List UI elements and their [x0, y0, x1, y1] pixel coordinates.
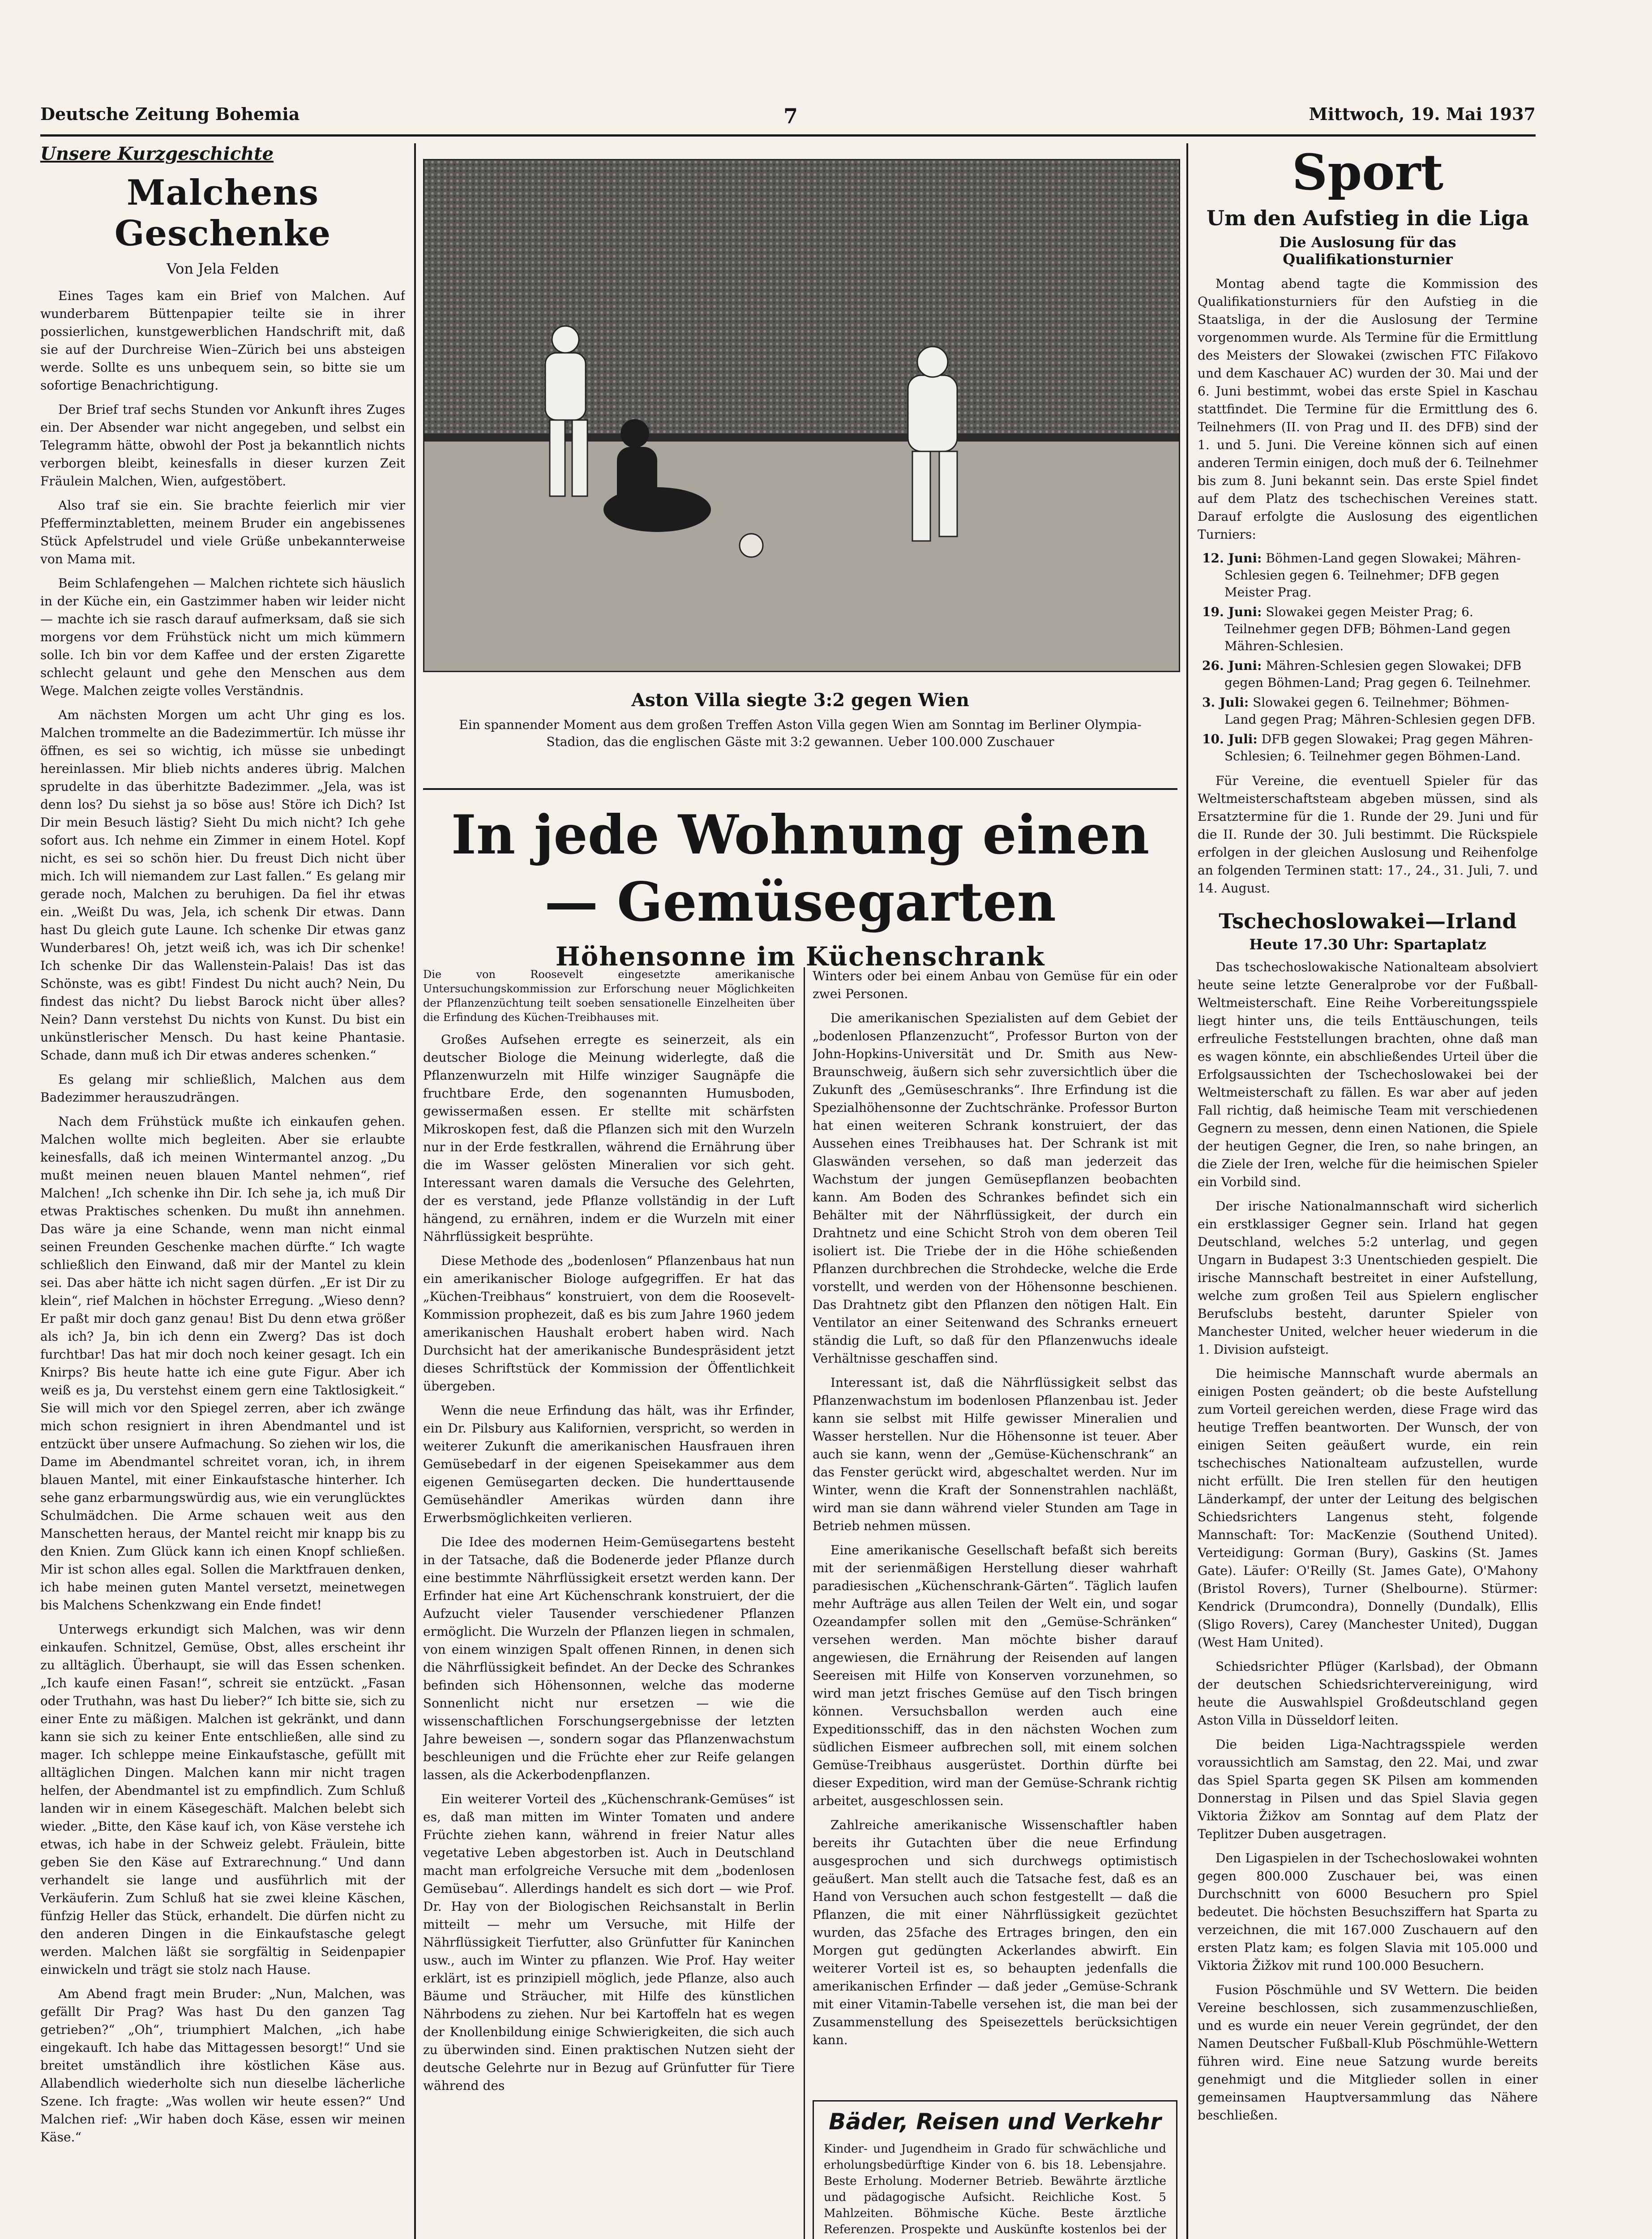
sport-paragraph: Die beiden Liga-Nachtragsspiele werden voraussichtlich am Samstag, den 22. Mai, und zwar das Spiel Sparta gegen SK Pilsen am kommenden Donnerstag in Pilsen und das Spiel Slavia gegen Viktoria Žižkov am Sonntag auf dem Platz der Teplitzer Duben ausgetragen. — [1198, 1737, 1538, 1841]
fixture-text: Slowakei gegen 6. Teilnehmer; Böhmen-Land gegen Prag; Mähren-Schlesien gegen DFB. — [1224, 695, 1536, 727]
story-paragraph: Unterwegs erkundigt sich Malchen, was wir denn einkaufen. Schnitzel, Gemüse, Obst, alles erscheint ihr zu alltäglich. Überhaupt, sie will das Essen schenken. „Ich kaufe einen Fasan!“, schreit sie entzückt. „Fasan oder Truthahn, was hast Du lieber?“ Ich bitte sie, sich zu einer Ente zu mäßigen. Malchen ist gekränkt, und dann kann sie sich zu keiner Ente entschließen, alle sind zu mager. Ich schleppe meine Einkaufstasche, gefüllt mit alltäglichen Dingen. Malchen kann mir nicht tragen helfen, der Abendmantel ist zu empfindlich. Zum Schluß landen wir in einem Käsegeschäft. Malchen belebt sich wieder. „Bitte, den Käse kauf ich, von Käse verstehe ich etwas, ich habe in der Schweiz gelebt. Fräulein, bitte geben Sie den Käse auf Extrarechnung.“ Und dann verhandelt sie lange und ausführlich mit der Verkäuferin. Zum Schluß hat sie zwei kleine Käschen, fünfzig Heller das Stück, erhandelt. Die dürfen nicht zu den anderen Dingen in die Einkaufstasche gelegt werden. Malchen läßt sie sorgfältig in Seidenpapier einwickeln und trägt sie stolz nach Hause. — [40, 1622, 405, 1977]
story-paragraph: Am Abend fragt mein Bruder: „Nun, Malchen, was gefällt Dir Prag? Was hast Du den ganzen Tag getrieben?“ „Oh“, triumphiert Malchen, „ich habe eingekauft. Ich habe das Mittagessen besorgt!“ Und sie breitet umständlich ihre köstlichen Käse aus. Allabendlich wiederholte sich nun dieselbe lächerliche Szene. Ich fragte: „Was wollen wir heute essen?“ Und Malchen rief: „Wir haben doch Käse, essen wir meinen Käse.“ — [40, 1986, 405, 2145]
story-paragraph: Nach dem Frühstück mußte ich einkaufen gehen. Malchen wollte mich begleiten. Aber sie erlaubte keinesfalls, daß ich meinen Wintermantel anzog. „Du mußt meinen neuen blauen Mantel nehmen“, rief Malchen! „Ich schenke ihn Dir. Ich sehe ja, ich muß Dir etwas Praktisches schenken. Du mußt ihn annehmen. Das wäre ja eine Schande, wenn man nicht einmal seinen Freunden Geschenke machen dürfte.“ Ich wagte schließlich den Einwand, daß mir der Mantel zu klein sei. Das aber hätte ich nicht sagen dürfen. „Er ist Dir zu klein“, rief Malchen in höchster Erregung. „Wieso denn? Er paßt mir doch ganz genau! Bist Du denn etwa größer als ich? Ja, bin ich denn ein Zwerg? Das ist doch furchtbar! Das hat mir doch noch keiner gesagt. Ich ein Knirps? Bis heute hatte ich eine gute Figur. Aber ich weiß es ja, Du verstehst einem gern eine Taktlosigkeit.“ Sie will mich vor den Spiegel zerren, aber ich zwänge mich schon resigniert in ihren Abendmantel und ist entzückt über unsere Aufmachung. So ziehen wir los, die Dame im Abendmantel schreitet voran, ich, in ihrem blauen Mantel, mit einer Einkaufstasche hinterher. Ich sehe ganz erbarmungswürdig aus, wie ein verunglücktes Schulmädchen. Die Arme schauen weit aus den Manschetten heraus, der Mantel reicht mir knapp bis zu den Knien. Zum Glück kann ich einen Knopf schließen. Mir ist schon alles egal. Sollen die Marktfrauen denken, ich habe meinen guten Mantel versetzt, meinetwegen bis Malchens Schenkzwang ein Ende findet! — [40, 1114, 405, 1613]
sport-subhead: Die Auslosung für das Qualifikationsturnier — [1279, 234, 1456, 268]
fixture-text: DFB gegen Slowakei; Prag gegen Mähren-Schlesien; 6. Teilnehmer gegen Böhmen-Land. — [1224, 732, 1533, 763]
fixture-date: 26. Juni: — [1202, 658, 1262, 673]
issue-date: Mittwoch, 19. Mai 1937 — [1309, 104, 1536, 124]
story-paragraph: Am nächsten Morgen um acht Uhr ging es los. Malchen trommelte an die Badezimmertür. Ich müsse ihr öffnen, es sei so wichtig, ich müsse sie unbedingt hereinlassen. Mir blieb nichts anderes übrig. Malchen sprudelte in das überhitzte Badezimmer. „Jela, was ist denn los? Du siehst ja so böse aus! Störe ich Dich? Ist Dir mein Besuch lästig? Sieht Du mich nicht? Ich gehe sofort aus. Ich nehme ein Zimmer in einem Hotel. Kopf nicht, es sei so schön hier. Du freust Dich nicht über mich. Ich will niemandem zur Last fallen.“ Es gelang mir gerade noch, Malchen zu beruhigen. Da fiel ihr etwas ein. „Weißt Du was, Jela, ich schenk Dir etwas. Dann hast Du gleich gute Laune. Ich schenke Dir etwas ganz Wunderbares! Oh, jetzt weiß ich, was ich Dir schenke! Ich schenke Dir das Wallenstein-Palais! Das ist das Schönste, was es gibt! Findest Du nicht auch? Nein, Du findest das nicht? Du liebst Barock nicht über alles? Nein? Dann verstehst Du nichts von Kunst. Du bist ein unkünstlerischer Mensch. Du hast keine Phantasie. Schade, dann muß ich Dir etwas anderes schenken.“ — [40, 708, 405, 1063]
story-paragraph: Eines Tages kam ein Brief von Malchen. Auf wunderbarem Büttenpapier teilte sie in ihrer possierlichen, kunstgewerblichen Handschrift mit, daß sie auf der Durchreise Wien–Zürich bei uns absteigen werde. Sollte es uns unbequem sein, so bitte sie um sofortige Benachrichtigung. — [40, 288, 405, 393]
feature-subhead: Höhensonne im Küchenschrank — [555, 941, 1045, 972]
stadium-scene-image — [424, 160, 1179, 671]
fixture-list — [1198, 550, 1538, 765]
feature-headline: In jede Wohnung einen — Gemüsegarten — [451, 803, 1150, 934]
story-paragraph: Es gelang mir schließlich, Malchen aus dem Badezimmer herauszudrängen. — [40, 1072, 405, 1105]
sport-paragraph: Schiedsrichter Pflüger (Karlsbad), der Obmann der deutschen Schiedsrichtervereinigung, wird heute die Auswahlspiel Großdeutschland gegen Aston Villa in Düsseldorf leiten. — [1198, 1659, 1538, 1728]
feature-paragraph: Diese Methode des „bodenlosen“ Pflanzenbaus hat nun ein amerikanischer Biologe aufgegriffen. Er hat das „Küchen-Treibhaus“ konstruiert, von dem die Roosevelt-Kommission prophezeit, daß es bis zum Jahre 1960 jedem amerikanischen Haushalt erobert haben wird. Nach Durchsicht hat der amerikanische Bundespräsident jetzt dieses Schriftstück der Kommission der Öffentlichkeit übergeben. — [423, 1253, 795, 1394]
feature-paragraph: Winters oder bei einem Anbau von Gemüse für ein oder zwei Personen. — [813, 969, 1177, 1001]
story-title: Malchens Geschenke — [114, 172, 331, 254]
fixture-item — [1198, 604, 1538, 655]
sport-paragraph: Fusion Pöschmühle und SV Wettern. Die beiden Vereine beschlossen, sich zusammenzuschließen, und es wurde ein neuer Verein gegründet, der den Namen Deutscher Fußball-Klub Pöschmühle-Wettern führen wird. Eine neue Satzung wurde bereits genehmigt und die Mitglieder sollen in einer gemeinsamen Hauptversammlung das Nähere beschließen. — [1198, 1982, 1538, 2123]
sport-paragraph: Der irische Nationalmannschaft wird sicherlich ein erstklassiger Gegner sein. Irland hat gegen Deutschland, welches 5:2 unterlag, und gegen Ungarn in Budapest 3:3 Unentschieden gespielt. Die irische Mannschaft bestreitet in einer Aufstellung, welche zum großen Teil aus Spielern englischer Berufsclubs besteht, darunter Spieler von Manchester United, welcher heuer wiederum in die 1. Division aufsteigt. — [1198, 1199, 1538, 1357]
photo-rule — [423, 788, 1177, 790]
sport-paragraph: Die heimische Mannschaft wurde abermals an einigen Posten geändert; ob die beste Aufstellung zum Vorteil gereichen werden, diese Frage wird das heutige Treffen beantworten. Der Wunsch, der von einigen Seiten geäußert wurde, ein rein tschechisches Nationalteam aufzustellen, wurde nicht erfüllt. Die Iren stellen für den heutigen Länderkampf, der unter der Leitung des belgischen Schiedsrichters Langenus steht, folgende Mannschaft: Tor: MacKenzie (Southend United). Verteidigung: Gorman (Bury), Gaskins (St. James Gate). Läufer: O'Reilly (St. James Gate), O'Mahony (Bristol Rovers), Turner (Shelbourne). Stürmer: Kendrick (Drumcondra), Donnelly (Dundalk), Ellis (Sligo Rovers), Carey (Manchester United), Duggan (West Ham United). — [1198, 1366, 1538, 1650]
fixture-item — [1198, 731, 1538, 765]
photo-caption-text: Ein spannender Moment aus dem großen Treffen Aston Villa gegen Wien am Sonntag im Berliner Olympia-Stadion, das die englischen Gäste mit 3:2 gewannen. Ueber 100.000 Zuschauer — [459, 717, 1142, 749]
feature-intro: Die von Roosevelt eingesetzte amerikanische Untersuchungskommission zur Erforschung neuer Möglichkeiten der Pflanzenzüchtung teilt soeben sensationelle Einzelheiten über die Erfindung des Küchen-Treibhauses mit. — [423, 968, 795, 1024]
sport-paragraph: Für Vereine, die eventuell Spieler für das Weltmeisterschaftsteam abgeben müssen, sind als Ersatztermine für die 1. Runde der 29. Juni und für die II. Runde der 30. Juli bestimmt. Die Rückspiele erfolgen in der gleichen Auslosung und Reihenfolge an folgenden Terminen statt: 17., 24., 31. Juli, 7. und 14. August. — [1198, 773, 1538, 896]
story-paragraph: Also traf sie ein. Sie brachte feierlich mir vier Pfefferminztabletten, meinem Bruder ein angebissenes Stück Apfelstrudel und viele Grüße unbekannterweise von Mama mit. — [40, 498, 405, 566]
feature-paragraph: Zahlreiche amerikanische Wissenschaftler haben bereits ihr Gutachten über die neue Erfindung ausgesprochen und sich durchwegs optimistisch geäußert. Man stellt auch die Tatsache fest, daß es an Hand von Versuchen auch schon festgestellt — daß die Pflanzen, die mit einer Nährflüssigkeit gezüchtet wurden, das 25fache des Ertrages bringen, den ein Morgen gut gedüngten Ackerlandes abwirft. Ein weiterer Vorteil ist es, so behaupten jedenfalls die amerikanischen Erfinder — daß jeder „Gemüse-Schrank mit einer Vitamin-Tabelle versehen ist, die man bei der Zusammenstellung des Speisezettels berücksichtigen kann. — [813, 1818, 1177, 2047]
football-match-photo — [423, 159, 1180, 672]
sport-section-title: Tschechoslowakei—Irland — [1219, 909, 1517, 933]
sport-title: Sport — [1292, 143, 1444, 201]
story-kicker: Unsere Kurzgeschichte — [40, 143, 274, 164]
sport-paragraph: Den Ligaspielen in der Tschechoslowakei wohnten gegen 800.000 Zuschauer bei, was einen Durchschnitt von 6000 Besuchern pro Spiel bedeutet. Die höchsten Besuchsziffern hat Sparta zu verzeichnen, die mit 167.000 Zuschauern auf den ersten Platz kam; es folgen Slavia mit 105.000 und Viktoria Žižkov mit rund 100.000 Besuchern. — [1198, 1851, 1538, 1973]
story-paragraph: Der Brief traf sechs Stunden vor Ankunft ihres Zuges ein. Der Absender war nicht angegeben, und selbst ein Telegramm hätte, obwohl der Post ja bekanntlich nichts verborgen bleibt, keinesfalls in dieser kurzen Zeit Fräulein Malchen, Wien, aufgestöbert. — [40, 402, 405, 489]
fixture-item — [1198, 694, 1538, 728]
story-byline: Von Jela Felden — [166, 260, 279, 277]
feature-paragraph: Die amerikanischen Spezialisten auf dem Gebiet der „bodenlosen Pflanzenzucht“, Professor Burton von der John-Hopkins-Universität und Dr. Smith aus New-Braunschweig, äußern sich sehr zuversichtlich über die Zukunft des „Gemüseschranks“. Ihre Erfindung ist die Spezialhöhensonne der Zuchtschränke. Professor Burton hat einen weiteren Schrank konstruiert, der das Aussehen eines Treibhauses hat. Der Schrank ist mit Glaswänden versehen, so daß man jederzeit das Wachstum der jungen Gemüsepflanzen beobachten kann. Am Boden des Schrankes befindet sich ein Behälter mit der Nährflüssigkeit, der durch ein Drahtnetz und eine Schicht Stroh von dem oberen Teil isoliert ist. Die Triebe der in die Höhe schießenden Pflanzen durchbrechen die Strohdecke, welche die Erde vorstellt, und werden von der Höhensonne beschienen. Das Drahtnetz gibt den Pflanzen den nötigen Halt. Ein Ventilator an einer Seitenwand des Schranks erneuert ständig die Luft, so daß für den Pflanzenwuchs ideale Verhältnisse geschaffen sind. — [813, 1011, 1177, 1366]
column-divider-right — [1186, 143, 1188, 2239]
fixture-text: Mähren-Schlesien gegen Slowakei; DFB gegen Böhmen-Land; Prag gegen 6. Teilnehmer. — [1224, 658, 1531, 690]
feature-headline-block — [423, 802, 1177, 972]
column-divider-feature — [804, 967, 805, 2239]
fixture-date: 12. Juni: — [1202, 551, 1262, 566]
feature-paragraph: Eine amerikanische Gesellschaft befaßt sich bereits mit der serienmäßigen Herstellung dieser wahrhaft paradiesischen „Küchenschrank-Gärten“. Täglich laufen mehr Aufträge aus allen Teilen der Welt ein, und sogar Ozeandampfer sollen mit den „Gemüse-Schränken“ versehen werden. Man möchte bisher darauf angewiesen, die Ernährung der Reisenden auf langen Seereisen mit Hilfe von Konserven vorzunehmen, so wird man jetzt frisches Gemüse auf den Tisch bringen können. Versuchsballon werden auch eine Expeditionsschiff, das in den nächsten Wochen zum südlichen Eismeer aufbrechen soll, mit einem solchen Gemüse-Treibhaus ausgerüstet. Dorthin dürfte bei dieser Expedition, wird man der Gemüse-Schrank richtig arbeitet, ausgeschlossen sein. — [813, 1543, 1177, 1808]
sport-paragraph: Das tschechoslowakische Nationalteam absolviert heute seine letzte Generalprobe vor der Fußball-Weltmeisterschaft. Eine Reihe Vorbereitungsspiele liegt hinter uns, die teils Enttäuschungen, teils erfreuliche Feststellungen brachten, ohne daß man es wagen könnte, ein abschließendes Urteil über die Erfolgsaussichten der Tschechoslowakei bei der Weltmeisterschaft zu fällen. Es war aber auf jeden Fall richtig, daß heimische Team mit verschiedenen Gegnern zu messen, denn einen Nationen, die Spiele der heutigen Gegner, die Iren, so nahe bringen, an die Ziele der Iren, welche für die heimischen Spieler ein Vorbild sind. — [1198, 960, 1538, 1189]
travel-heading: Bäder, Reisen und Verkehr — [829, 2109, 1161, 2135]
page-number: 7 — [783, 104, 798, 128]
feature-column-1 — [423, 967, 795, 2239]
sport-section-subtitle: Heute 17.30 Uhr: Spartaplatz — [1249, 936, 1486, 953]
fixture-text: Böhmen-Land gegen Slowakei; Mähren-Schlesien gegen 6. Teilnehmer; DFB gegen Meister Prag. — [1224, 551, 1521, 600]
photo-caption-title: Aston Villa siegte 3:2 gegen Wien — [631, 690, 969, 711]
masthead — [40, 104, 1536, 131]
sport-paragraph: Montag abend tagte die Kommission des Qualifikationsturniers für den Aufstieg in die Staatsliga, in der die Auslosung der Termine vorgenommen wurde. Als Termine für die Ermittlung des Meisters der Slowakei (zwischen FTC Fiľakovo und dem Kaschauer AC) wurden der 30. Mai und der 6. Juni bestimmt, wobei das erste Spiel in Kaschau stattfindet. Die Termine für die Ermittlung des 6. Teilnehmers (II. von Prag und II. des DFB) sind der 1. und 5. Juni. Die Vereine können sich auf einen anderen Termin einigen, doch muß der 6. Teilnehmer bis zum 8. Juni bekannt sein. Das erste Spiel findet auf dem Platz des tschechischen Vereines statt. Darauf erfolgte die Auslosung des eigentlichen Turniers: — [1198, 276, 1538, 542]
story-paragraph: Beim Schlafengehen — Malchen richtete sich häuslich in der Küche ein, ein Gastzimmer haben wir leider nicht — machte ich sie rasch darauf aufmerksam, daß sie sich morgens vor dem Frühstück nicht um mich kümmern solle. Ich bin vor dem Kaffee und der ersten Zigarette schlecht gelaunt und gehe den Menschen aus dem Wege. Malchen zeigte volles Verständnis. — [40, 576, 405, 698]
feature-paragraph: Ein weiterer Vorteil des „Küchenschrank-Gemüses“ ist es, daß man mitten im Winter Tomaten und andere Früchte ziehen kann, während in freier Natur alles vegetative Leben abgestorben ist. Auch in Deutschland macht man erfolgreiche Versuche mit dem „bodenlosen Gemüsebau“. Allerdings handelt es sich dort — wie Prof. Dr. Hay von der Biologischen Reichsanstalt in Berlin mitteilt — mehr um Versuche, mit Hilfe der Nährflüssigkeit Tierfutter, also Grünfutter für Kaninchen usw., auch im Winter zu pflanzen. Wie Prof. Hay weiter erklärt, ist es prinzipiell möglich, jede Pflanze, also auch Bäume und Sträucher, mit Hilfe des künstlichen Nährbodens zu ziehen. Nur bei Kartoffeln hat es wegen der Knollenbildung einige Schwierigkeiten, die sich auch zu überwinden sind. Einen praktischen Nutzen sieht der deutsche Gelehrte nur in Bezug auf Grünfutter für Tiere während des — [423, 1792, 795, 2093]
feature-column-2 — [813, 967, 1177, 2087]
feature-paragraph: Wenn die neue Erfindung das hält, was ihr Erfinder, ein Dr. Pilsbury aus Kalifornien, verspricht, so werden in weiterer Zukunft die amerikanischen Hausfrauen ihren Gemüsebedarf in der eigenen Speisekammer aus dem eigenen Gemüsegarten decken. Die hunderttausende Gemüsehändler Amerikas würden dann ihre Erwerbsmöglichkeiten verlieren. — [423, 1403, 795, 1525]
short-story — [40, 143, 405, 2239]
travel-item: Kinder- und Jugendheim in Grado für schwächliche und erholungsbedürftige Kinder von 6. bis 18. Lebensjahre. Beste Erholung. Moderner Betrieb. Bewährte ärztliche und pädagogische Aufsicht. Reichliche Kost. 5 Mahlzeiten. Böhmische Küche. Beste ärztliche Referenzen. Prospekte und Auskünfte kostenlos bei der — [824, 2142, 1166, 2236]
fixture-date: 19. Juni: — [1202, 605, 1262, 619]
paper-name: Deutsche Zeitung Bohemia — [40, 104, 300, 124]
fixture-item — [1198, 550, 1538, 601]
fixture-date: 3. Juli: — [1202, 695, 1249, 710]
sport-section — [1198, 143, 1538, 2239]
travel-notices-box — [813, 2100, 1177, 2239]
feature-paragraph: Die Idee des modernen Heim-Gemüsegartens besteht in der Tatsache, daß die Bodenerde jeder Pflanze durch eine bestimmte Nährflüssigkeit ersetzt werden kann. Der Erfinder hat eine Art Küchenschrank konstruiert, der die Aufzucht vieler Tausender verschiedener Pflanzen ermöglicht. Die Wurzeln der Pflanzen liegen in schmalen, von einem winzigen Spalt offenen Rinnen, in denen sich die Nährflüssigkeit befindet. An der Decke des Schrankes befinden sich Höhensonnen, welche das moderne Sonnenlicht nicht nur ersetzen — wie die wissenschaftlichen Forschungsergebnisse der letzten Jahre beweisen —, sondern sogar das Pflanzenwachstum beschleunigen und die Früchte eher zur Reife gelangen lassen, als die Ackerbodenpflanzen. — [423, 1535, 795, 1782]
fixture-date: 10. Juli: — [1202, 732, 1258, 746]
column-divider-left — [414, 143, 416, 2239]
feature-paragraph: Interessant ist, daß die Nährflüssigkeit selbst das Pflanzenwachstum im bodenlosen Pflanzenbau ist. Jeder kann sie selbst mit Hilfe gewisser Mineralien und Wasser herstellen. Nur die Höhensonne ist teuer. Aber auch sie kann, wenn der „Gemüse-Küchenschrank“ an das Fenster gerückt wird, abgeschaltet werden. Nur im Winter, wenn die Kraft der Sonnenstrahlen nachläßt, wird man sie dann während vieler Stunden am Tage in Betrieb nehmen müssen. — [813, 1375, 1177, 1533]
feature-paragraph: Großes Aufsehen erregte es seinerzeit, als ein deutscher Biologe die Meinung widerlegte, daß die Pflanzenwurzeln mit Hilfe winziger Saugnäpfe die fruchtbare Erde, den sogenannten Humusboden, gewissermaßen essen. Er stellte mit schärfsten Mikroskopen fest, daß die Pflanzen sich mit den Wurzeln nur in der Erde festkrallen, während die Ernährung über die im Wasser gelösten Mineralien vor sich geht. Interessant waren damals die Versuche des Gelehrten, der es verstand, jede Pflanze vollständig in der Luft hängend, zu ernähren, indem er die Wurzeln mit einer Nährflüssigkeit besprühte. — [423, 1032, 795, 1244]
fixture-text: Slowakei gegen Meister Prag; 6. Teilnehmer gegen DFB; Böhmen-Land gegen Mähren-Schlesien. — [1224, 605, 1511, 653]
masthead-rule — [40, 134, 1536, 137]
fixture-item — [1198, 657, 1538, 691]
sport-headline: Um den Aufstieg in die Liga — [1206, 206, 1529, 230]
